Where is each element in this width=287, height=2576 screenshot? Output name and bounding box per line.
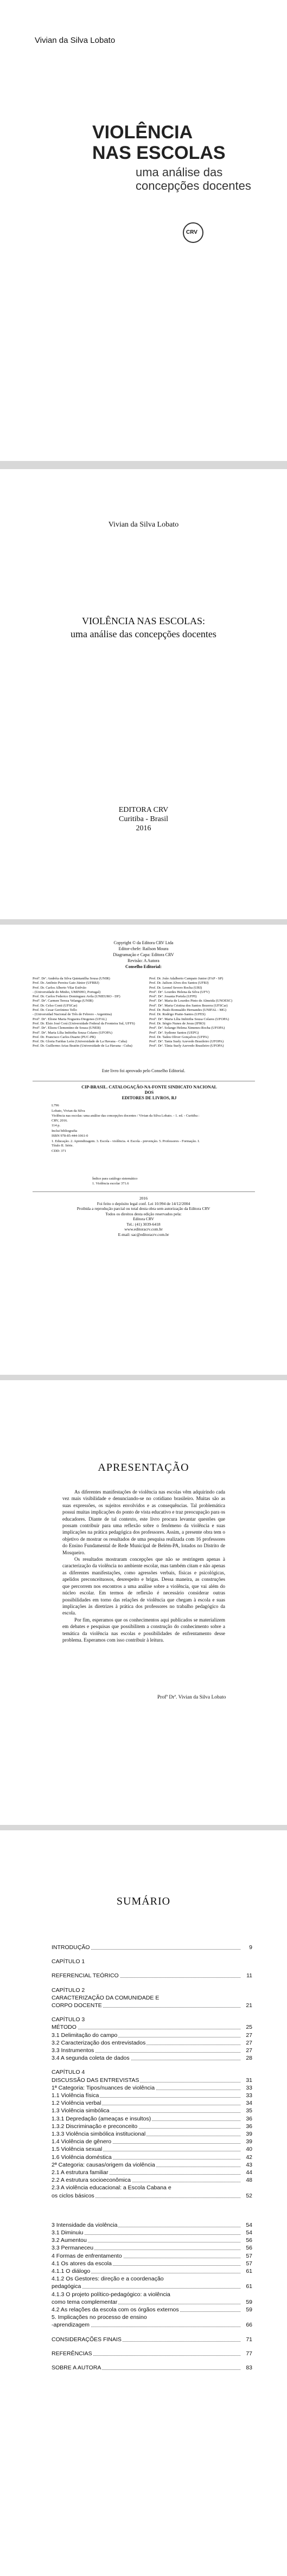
presentation-page bbox=[0, 1380, 287, 1825]
toc-entry bbox=[52, 1972, 252, 1979]
toc-entry bbox=[52, 2229, 252, 2237]
council-member: Profª. Drª. Sydione Santos (UEPG) bbox=[149, 1030, 199, 1035]
toc-entry-title: 3.3 Instrumentos bbox=[52, 2047, 94, 2054]
toc-entry bbox=[52, 2092, 252, 2099]
toc-entry-page: 27 bbox=[246, 2047, 252, 2054]
toc-entry-page: 61 bbox=[246, 2268, 252, 2274]
toc-entry bbox=[52, 2016, 252, 2023]
cover-title bbox=[92, 122, 226, 163]
toc-entry-page: 56 bbox=[246, 2237, 252, 2244]
toc-entry bbox=[52, 2268, 252, 2275]
council-member: Profª. Drª. Maria Lília Imbiriba Sousa Colares (UFOPA) bbox=[33, 1030, 112, 1035]
toc-entry-page: 56 bbox=[246, 2245, 252, 2252]
toc-entry-page: 59 bbox=[246, 2298, 252, 2305]
legal-line: www.editoracrv.com.br bbox=[124, 1227, 163, 1232]
toc-entry-title: 3.1 Delimitação do campo bbox=[52, 2032, 118, 2039]
toc-entry-page: 66 bbox=[246, 2322, 252, 2329]
council-member: - (Universidade do Minho, UMINHO, Portugal) bbox=[33, 990, 101, 994]
council-member: Prof. Dr. Celso Conti (UFSCar) bbox=[33, 1003, 78, 1008]
toc-entry-page: 33 bbox=[246, 2084, 252, 2091]
council-member: Prof. Dr. Sérgio Nunes de Jesus (IFRO) bbox=[149, 1021, 206, 1026]
toc-entry bbox=[52, 2291, 252, 2298]
toc-entry-title: 4 Formas de enfrentamento bbox=[52, 2252, 122, 2259]
toc-entry-page: 21 bbox=[246, 2002, 252, 2009]
toc-entry bbox=[52, 1995, 252, 2002]
catalog-line: Violência nas escolas: uma análise das concepções docentes / Vivian da Silva Lobato. - 1. ed. - Curitiba : CRV, 2016. bbox=[52, 1114, 200, 1123]
toc-entry bbox=[52, 2002, 252, 2009]
toc-entry-title: 3 Intensidade da violência bbox=[52, 2221, 118, 2228]
toc-entry-page: 11 bbox=[246, 1972, 252, 1979]
approval-note: Este livro foi aprovado pelo Conselho Editorial. bbox=[101, 1068, 186, 1073]
toc-entry-title: CONSIDERAÇÕES FINAIS bbox=[52, 2336, 122, 2343]
toc-entry-title: 4.1.3 O projeto político-pedagógico: a violência bbox=[52, 2291, 170, 2298]
toc-entry-title: 3.4 A segunda coleta de dados bbox=[52, 2055, 130, 2062]
toc-entry bbox=[52, 2069, 252, 2076]
toc-entry-page: 39 bbox=[246, 2131, 252, 2137]
toc-entry bbox=[52, 2032, 252, 2039]
cover-author: Vivian da Silva Lobato bbox=[35, 36, 116, 45]
copyright-page bbox=[0, 925, 287, 1375]
council-member: Prof. Dr. Cesar Gerónimo Tello bbox=[33, 1008, 77, 1013]
council-member: Prof. Dr. Tadeu Oliver Gonçalves (UFPA) bbox=[149, 1035, 209, 1039]
toc-entry-title: SOBRE A AUTORA bbox=[52, 2364, 101, 2371]
toc-entry bbox=[52, 2040, 252, 2047]
toc-entry bbox=[52, 1958, 252, 1965]
toc-entry-page: 83 bbox=[246, 2364, 252, 2371]
council-list-left bbox=[33, 977, 141, 1049]
toc-entry-title: os ciclos básicos bbox=[52, 2192, 94, 2199]
cover-subtitle-line1: uma análise das bbox=[136, 165, 223, 179]
toc-entry bbox=[52, 2024, 252, 2031]
systematic-index bbox=[92, 1177, 138, 1186]
toc-entry-title: 3.1 Diminuiu bbox=[52, 2229, 84, 2236]
toc-entry-title: -aprendizagem bbox=[52, 2322, 90, 2329]
catalog-line: 1. Educação. 2. Aprendizagem. 3. Escola - violência. 4. Escola - prevenção. 5. Professores - Formação. I. Título II. Série. bbox=[52, 1139, 200, 1148]
title-page-publisher-block bbox=[0, 805, 287, 833]
toc-entry bbox=[52, 2350, 252, 2357]
legal-line: Proibida a reprodução parcial ou total desta obra sem autorização da Editora CRV bbox=[76, 1206, 211, 1211]
toc-entry-title: 2.3 A violência educacional: a Escola Cabana e bbox=[52, 2184, 171, 2191]
title-page-title: VIOLÊNCIA NAS ESCOLAS: bbox=[81, 616, 205, 626]
toc-entry-title: 2.1 A estrutura familiar bbox=[52, 2169, 109, 2176]
title-page-author: Vivian da Silva Lobato bbox=[108, 521, 179, 529]
divider bbox=[33, 1191, 255, 1192]
toc-entry bbox=[52, 2314, 252, 2321]
legal-notice bbox=[0, 1196, 287, 1237]
toc-entry-title: REFERENCIAL TEÓRICO bbox=[52, 1972, 119, 1979]
toc-entry-title: 4.1 Os atores da escola bbox=[52, 2260, 112, 2267]
toc-entry-title: 1ª Categoria: Tipos/nuances de violência bbox=[52, 2084, 155, 2091]
toc-entry bbox=[52, 2138, 252, 2145]
publication-year: 2016 bbox=[136, 824, 151, 832]
index-title: Índice para catálogo sistemático bbox=[92, 1177, 138, 1181]
toc-entry-page: 54 bbox=[246, 2229, 252, 2236]
toc-entry-page: 48 bbox=[246, 2177, 252, 2184]
toc-entry-page: 43 bbox=[246, 2161, 252, 2168]
cover-subtitle bbox=[136, 165, 251, 193]
toc-entry-title: 4.1.2 Os Gestores: direção e a coordenação bbox=[52, 2276, 164, 2283]
publisher-city: Curitiba - Brasil bbox=[119, 815, 168, 823]
council-member: Prof. Dr. Gloria Fariñas León (Universidade de La Havana - Cuba) bbox=[33, 1040, 127, 1044]
presentation-paragraph: Os resultados mostraram concepções que não se restringem apenas à caracterização da violência no ambiente escolar, mas também citam e não apenas as diferentes manifestações, como agressões verbais, físicas e psicológicas, apelidos preconceituosos, desrespeito e brigas. Dessa maneira, as construções que percorrem nos encontros a uma análise sobre a violência, que vai além do núcleo escolar. Em termos de reflexão é necessário considerar outras possibilidades em torno das relações de violência que chegam à escola e suas implicações às diretrizes à prática dos professores no trabalho pedagógico da escola. bbox=[62, 1556, 225, 1616]
toc-entry bbox=[52, 2276, 252, 2283]
toc-entry-title: 4.2 As relações da escola com os órgãos externos bbox=[52, 2306, 179, 2313]
council-member: - (Universidad Nacional de Três de Febrero - Argentina) bbox=[33, 1013, 112, 1017]
copyright-line: Copyright © da Editora CRV Ltda bbox=[113, 940, 174, 945]
catalog-record bbox=[52, 1104, 203, 1154]
copyright-header bbox=[0, 940, 287, 970]
toc-entry bbox=[52, 2146, 252, 2153]
toc-entry bbox=[52, 2116, 252, 2123]
summary-page bbox=[0, 1830, 287, 2576]
toc-entry-title: 3.3 Permaneceu bbox=[52, 2245, 94, 2252]
council-member: Profª. Drª. Lourdes Helena da Silva (UFV) bbox=[149, 990, 210, 994]
toc-entry-page: 33 bbox=[246, 2092, 252, 2099]
legal-line: Todos os direitos desta edição reservados pela: bbox=[105, 1211, 182, 1216]
council-member: Prof. Dr. Jailson Alves dos Santos (UFRJ) bbox=[149, 981, 209, 985]
toc-entry-page: 28 bbox=[246, 2055, 252, 2062]
toc-entry-page: 9 bbox=[249, 1944, 252, 1951]
council-member: Prof. Dr. Carlos Federico Dominguez Avila (UNIEURO - DF) bbox=[33, 995, 120, 999]
toc-entry-page: 42 bbox=[246, 2154, 252, 2161]
cip-line: EDITORES DE LIVROS, RJ bbox=[122, 1095, 177, 1100]
toc-entry-page: 57 bbox=[246, 2260, 252, 2267]
toc-entry-title: CARACTERIZAÇÃO DA COMUNIDADE E bbox=[52, 1994, 160, 2001]
toc-entry-title: 1.2 Violência verbal bbox=[52, 2100, 101, 2107]
council-member: Prof. Dr. Leonel Severo Rocha (URI) bbox=[149, 985, 202, 990]
editor-chief-line: Editor-chefe: Railson Moura bbox=[118, 946, 169, 951]
toc-entry-page: 40 bbox=[246, 2146, 252, 2153]
council-member: Profª. Drª. Maria de Lourdes Pinto de Almeida (UNOESC) bbox=[149, 999, 233, 1003]
toc-entry bbox=[52, 2299, 252, 2306]
toc-entry-title: 5. Implicações no processo de ensino bbox=[52, 2314, 147, 2321]
toc-entry-title: 4.1.1 O diálogo bbox=[52, 2268, 91, 2274]
title-page-subtitle: uma análise das concepções docentes bbox=[71, 629, 216, 639]
toc-entry bbox=[52, 2306, 252, 2314]
toc-entry-page: 36 bbox=[246, 2123, 252, 2130]
toc-entry-title: MÉTODO bbox=[52, 2024, 76, 2031]
toc-entry bbox=[52, 2055, 252, 2062]
toc-entry-title: 3.2 Caracterização dos entrevistados bbox=[52, 2039, 146, 2046]
toc-entry bbox=[52, 1944, 252, 1951]
toc-entry-page: 57 bbox=[246, 2252, 252, 2259]
toc-entry bbox=[52, 2169, 252, 2176]
toc-entry-page: 61 bbox=[246, 2283, 252, 2290]
index-entry: 1. Violência escolar 371.6 bbox=[92, 1181, 129, 1186]
council-member: Prof. Dr. Guillermo Arias Beatón (Universidade de La Havana - Cuba) bbox=[33, 1044, 132, 1048]
toc-entry-page: 25 bbox=[246, 2024, 252, 2031]
toc-entry-title: 1.1 Violência física bbox=[52, 2092, 99, 2099]
toc-entry bbox=[52, 2237, 252, 2244]
council-member: Profª. Drª. Elizeu Clementino de Souza (UNEB) bbox=[33, 1026, 101, 1030]
cip-line: CIP-BRASIL. CATALOGAÇÃO-NA-FONTE SINDICATO NACIONAL DOS bbox=[81, 1085, 217, 1095]
toc-entry bbox=[52, 2085, 252, 2092]
legal-line: Tel.: (41) 3039-6418 bbox=[126, 1221, 161, 1227]
toc-entry bbox=[52, 2283, 252, 2290]
council-member: Prof. Dr. Paulo Romualdo Hernandes (UNIFAL - MG) bbox=[149, 1008, 227, 1013]
council-member: Profª. Drª. Solange Helena Ximenes-Rocha (UFOPA) bbox=[149, 1026, 225, 1030]
toc-entry-page: 34 bbox=[246, 2100, 252, 2107]
council-member: Profª. Drª. Tania Suely Azevedo Brasileiro (UFOPA) bbox=[149, 1040, 224, 1044]
toc-entry-page: 36 bbox=[246, 2115, 252, 2122]
toc-entry-title: CAPÍTULO 3 bbox=[52, 2016, 85, 2023]
toc-entry-page: 59 bbox=[246, 2306, 252, 2313]
catalog-line: CDD: 371 bbox=[52, 1149, 66, 1153]
publisher-logo-icon bbox=[183, 222, 203, 243]
toc-entry-title: 1.6 Violência doméstica bbox=[52, 2154, 112, 2161]
summary-heading: SUMÁRIO bbox=[116, 1895, 171, 1907]
toc-entry-title: 1.3.3 Violência simbólica institucional bbox=[52, 2131, 146, 2137]
council-member: Prof. Dr. Antônio Pereira Gaio Júnior (UFRRJ) bbox=[33, 981, 99, 985]
toc-entry bbox=[52, 2107, 252, 2114]
toc-entry bbox=[52, 2364, 252, 2372]
toc-entry bbox=[52, 2047, 252, 2054]
toc-entry-title: 1.5 Violência sexual bbox=[52, 2146, 103, 2153]
toc-entry bbox=[52, 2245, 252, 2252]
toc-entry-title: como tema complementar bbox=[52, 2298, 118, 2305]
council-member: Prof. Dr. João Adalberto Campato Junior (FAP - SP) bbox=[149, 977, 224, 981]
toc-entry bbox=[52, 1987, 252, 1994]
toc-entry bbox=[52, 2162, 252, 2169]
toc-entry-title: 1.3.1 Depredação (ameaças e insultos) bbox=[52, 2115, 151, 2122]
council-member: Profª. Drª. Elione Maria Nogueira Diogenes (UFAL) bbox=[33, 1017, 107, 1021]
toc-entry-title: CAPÍTULO 1 bbox=[52, 1958, 85, 1965]
toc-entry-page: 71 bbox=[246, 2336, 252, 2343]
toc-entry bbox=[52, 2131, 252, 2138]
legal-line: Editora CRV bbox=[133, 1216, 154, 1221]
cover-subtitle-line2: concepções docentes bbox=[136, 179, 251, 193]
toc-entry-page: 27 bbox=[246, 2039, 252, 2046]
toc-entry bbox=[52, 2154, 252, 2161]
legal-line: 2016 bbox=[139, 1196, 148, 1201]
presentation-paragraph: As diferentes manifestações de violência nas escolas vêm adquirindo cada vez mais visibilidade e denunciando-se no cotidiano brasileiro. Muitas são as suas expressões, os sujeitos envolvidos e as consequências. Tal problemática possui muitas implicações do ponto de vista educativo e traz preocupação para os educadores. Diante de tal contexto, este livro procura levantar questões que possam contribuir para uma reflexão sobre o fenômeno da violência e suas implicações na prática pedagógica dos professores. Assim, a presente obra tem o objetivo de mostrar os resultados de uma pesquisa realizada com 16 professores do Ensino Fundamental de Rede Municipal de Belém-PA, lotados no Distrito de Mosqueiro. bbox=[62, 1489, 225, 1555]
toc-entry-title: pedagógica bbox=[52, 2283, 81, 2290]
toc-entry bbox=[52, 2193, 252, 2200]
toc-entry-page: 31 bbox=[246, 2077, 252, 2084]
legal-line: Foi feito o depósito legal conf. Lei 10.994 de 14/12/2004 bbox=[97, 1201, 190, 1206]
toc-entry-title: 3.2 Aumentou bbox=[52, 2237, 87, 2244]
toc-entry-title: CAPÍTULO 2 bbox=[52, 1987, 85, 1994]
legal-line: E-mail: sac@editoracrv.com.br bbox=[118, 1232, 169, 1237]
presentation-body bbox=[62, 1489, 225, 1643]
toc-entry-title: 1.3.2 Discriminação e preconceito bbox=[52, 2123, 138, 2130]
council-list-right bbox=[149, 977, 258, 1049]
publisher-name: EDITORA CRV bbox=[118, 806, 169, 814]
cover-title-line1: VIOLÊNCIA bbox=[92, 122, 193, 143]
toc-entry-title: DISCUSSÃO DAS ENTREVISTAS bbox=[52, 2077, 139, 2084]
toc-entry bbox=[52, 2322, 252, 2329]
council-member: Prof. Dr. Francisco Carlos Duarte (PUC-PR) bbox=[33, 1035, 96, 1039]
toc-entry bbox=[52, 2123, 252, 2130]
council-member: Prof. Dr. Carlos Alberto Vilar Estêvão bbox=[33, 985, 86, 990]
toc-entry bbox=[52, 2100, 252, 2107]
toc-entry-page: 54 bbox=[246, 2221, 252, 2228]
catalog-line: ISBN 978-85-444-1061-0 bbox=[52, 1134, 88, 1138]
title-page bbox=[0, 469, 287, 919]
council-member: Profª. Drª. Josania Portela (UFPI) bbox=[149, 995, 197, 999]
toc-entry-page: 77 bbox=[246, 2350, 252, 2357]
catalog-line: Inclui bibliografia bbox=[52, 1129, 78, 1133]
publisher-logo-text: CRV bbox=[186, 229, 197, 235]
presentation-signature: Profª Drª. Vivian da Silva Lobato bbox=[157, 1695, 226, 1700]
toc-entry bbox=[52, 2336, 252, 2343]
presentation-heading: APRESENTAÇÃO bbox=[98, 1462, 189, 1473]
toc-entry-title: REFERÊNCIAS bbox=[52, 2350, 92, 2357]
toc-entry-title: 1.3 Violência simbólica bbox=[52, 2107, 110, 2114]
toc-entry-title: 2.2 A estrutura socioeconômica bbox=[52, 2177, 131, 2184]
toc-entry-page: 27 bbox=[246, 2032, 252, 2039]
council-member: Prof. Dr. Rodrigo Pratte-Santos (UFES) bbox=[149, 1013, 206, 1017]
layout-line: Diagramação e Capa: Editora CRV bbox=[113, 952, 174, 957]
cover-page bbox=[0, 0, 287, 461]
catalog-line: Lobato, Vivian da Silva bbox=[52, 1108, 85, 1113]
council-member: Prof. Dr. Élsio José Corá (Universidade Federal da Fronteira Sul, UFFS) bbox=[33, 1021, 135, 1026]
toc-entry-page: 35 bbox=[246, 2107, 252, 2114]
toc-entry bbox=[52, 2077, 252, 2084]
catalog-line: 114 p. bbox=[52, 1124, 61, 1127]
council-heading: Conselho Editorial: bbox=[125, 964, 162, 969]
council-member: Profª. Drª. Maria Lília Imbiriba Sousa Colares (UFOPA) bbox=[149, 1017, 229, 1021]
toc-entry-title: CAPÍTULO 4 bbox=[52, 2069, 85, 2076]
toc-entry bbox=[52, 2222, 252, 2229]
council-member: Profª. Drª. Maria Cristina dos Santos Bezerra (UFSCar) bbox=[149, 1003, 228, 1008]
toc-entry bbox=[52, 2260, 252, 2267]
toc-entry bbox=[52, 2177, 252, 2184]
council-member: Profª. Drª. Carmen Tereza Velanga (UNIR) bbox=[33, 999, 93, 1003]
toc-entry-title: 2ª Categoria: causas/origem da violência bbox=[52, 2161, 155, 2168]
catalog-line: L796 bbox=[52, 1104, 59, 1107]
review-line: Revisão: A Autora bbox=[127, 958, 160, 963]
toc-entry-title: CORPO DOCENTE bbox=[52, 2002, 102, 2009]
toc-entry-page: 39 bbox=[246, 2138, 252, 2145]
toc-entry bbox=[52, 2184, 252, 2191]
cover-title-line2: NAS ESCOLAS bbox=[92, 143, 226, 163]
toc-entry-page: 44 bbox=[246, 2169, 252, 2176]
council-member: Profª. Drª. Andréia da Silva Quintanilha Sousa (UNIR) bbox=[33, 977, 110, 981]
cip-heading bbox=[81, 1085, 217, 1101]
toc-entry-page: 52 bbox=[246, 2192, 252, 2199]
toc-entry bbox=[52, 2253, 252, 2260]
council-member: Profª. Drª. Tânia Suely Azevedo Brasileiro (UFOPA) bbox=[149, 1044, 224, 1048]
toc-entry-title: INTRODUÇÃO bbox=[52, 1944, 90, 1951]
presentation-paragraph: Por fim, esperamos que os conhecimentos aqui publicados se materializem em debates e pesquisas que possibilitem a construção do conhecimento sobre a temática da violência nas escolas e possibilidades de enfrentamento desse problema. Esperamos com isso contribuir à leitura. bbox=[62, 1617, 225, 1643]
toc-entry-title: 1.4 Violência de gênero bbox=[52, 2138, 112, 2145]
